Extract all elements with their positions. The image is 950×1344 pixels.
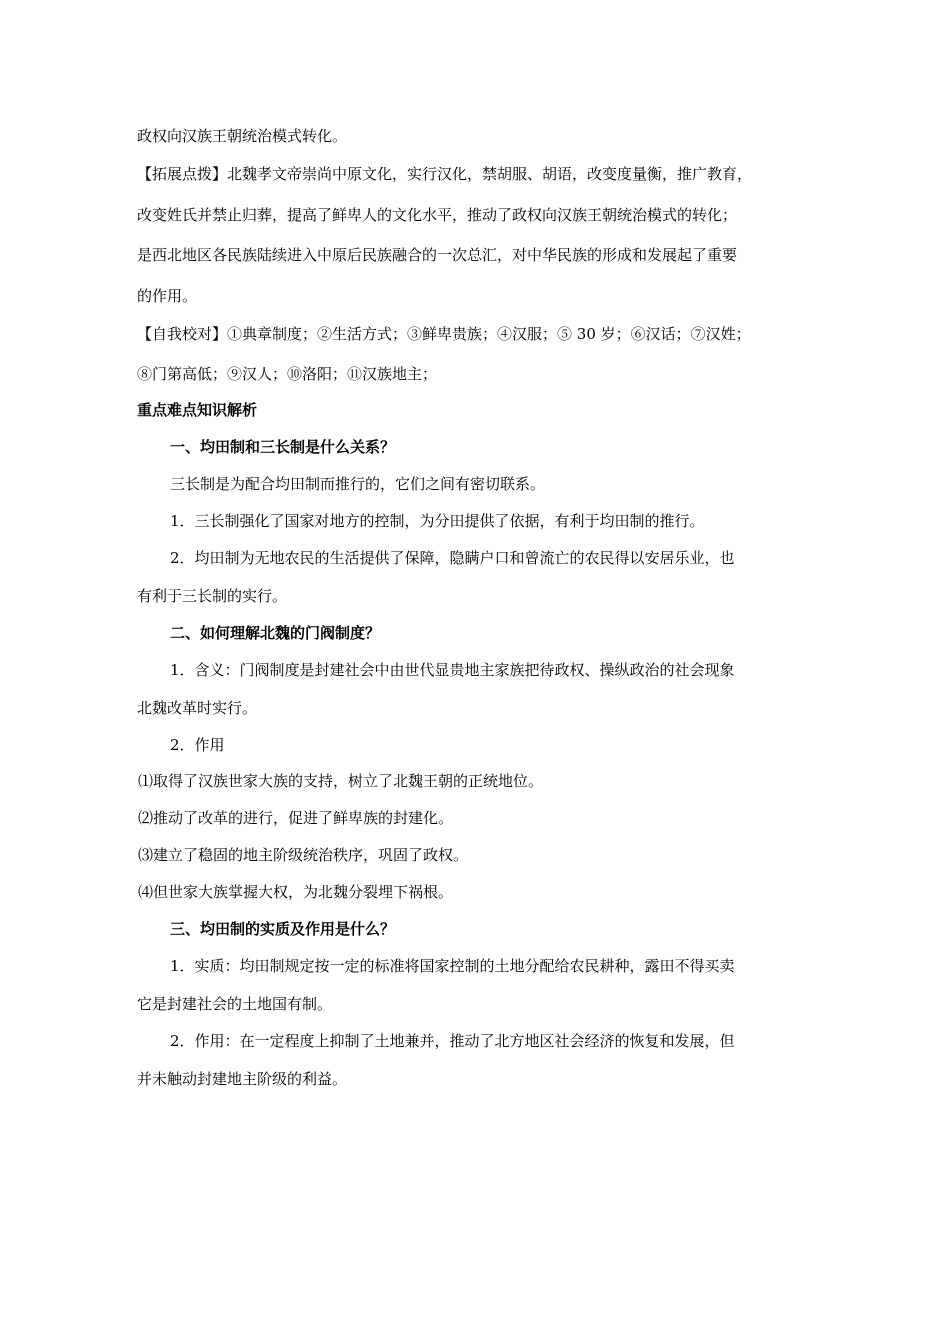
sub-list-item: ⑷但世家大族掌握大权，为北魏分裂埋下祸根。	[138, 883, 454, 901]
list-item: 2．均田制为无地农民的生活提供了保障，隐瞒户口和曾流亡的农民得以安居乐业，也	[170, 549, 735, 567]
list-item: 2．作用	[170, 736, 225, 754]
paragraph-line: 政权向汉族王朝统治模式转化。	[137, 127, 348, 145]
sub-list-item: ⑵推动了改革的进行，促进了鲜卑族的封建化。	[138, 809, 454, 827]
paragraph-line: 三长制是为配合均田制而推行的，它们之间有密切联系。	[170, 475, 546, 493]
list-item: 1．实质：均田制规定按一定的标准将国家控制的土地分配给农民耕种，露田不得买卖	[170, 957, 735, 975]
self-check-line: ⑧门第高低；⑨汉人；⑩洛阳；⑪汉族地主；	[137, 365, 438, 383]
list-item: 1．三长制强化了国家对地方的控制，为分田提供了依据，有利于均田制的推行。	[170, 512, 705, 530]
list-item-continuation: 北魏改革时实行。	[137, 699, 258, 717]
list-item-continuation: 有利于三长制的实行。	[137, 587, 288, 605]
question-heading-3: 三、均田制的实质及作用是什么？	[170, 920, 396, 938]
paragraph-line: 改变姓氏并禁止归葬，提高了鲜卑人的文化水平，推动了政权向汉族王朝统治模式的转化；	[137, 206, 738, 224]
list-item-continuation: 它是封建社会的土地国有制。	[137, 995, 333, 1013]
extension-tip-line: 【拓展点拨】北魏孝文帝崇尚中原文化，实行汉化，禁胡服、胡语，改变度量衡，推广教育，	[137, 165, 753, 183]
question-heading-1: 一、均田制和三长制是什么关系？	[170, 438, 396, 456]
list-item-continuation: 并未触动封建地主阶级的利益。	[137, 1070, 348, 1088]
list-item: 1．含义：门阀制度是封建社会中由世代显贵地主家族把待政权、操纵政治的社会现象	[170, 661, 735, 679]
self-check-line: 【自我校对】①典章制度；②生活方式；③鲜卑贵族；④汉服；⑤ 30 岁；⑥汉话；⑦汉姓；	[137, 325, 751, 343]
sub-list-item: ⑴取得了汉族世家大族的支持，树立了北魏王朝的正统地位。	[138, 772, 544, 790]
list-item: 2．作用：在一定程度上抑制了土地兼并，推动了北方地区社会经济的恢复和发展，但	[170, 1032, 735, 1050]
section-main-heading: 重点难点知识解析	[137, 401, 258, 419]
paragraph-line: 是西北地区各民族陆续进入中原后民族融合的一次总汇，对中华民族的形成和发展起了重要	[137, 246, 738, 264]
paragraph-line: 的作用。	[137, 287, 198, 305]
sub-list-item: ⑶建立了稳固的地主阶级统治秩序，巩固了政权。	[138, 846, 469, 864]
question-heading-2: 二、如何理解北魏的门阀制度？	[170, 624, 381, 642]
